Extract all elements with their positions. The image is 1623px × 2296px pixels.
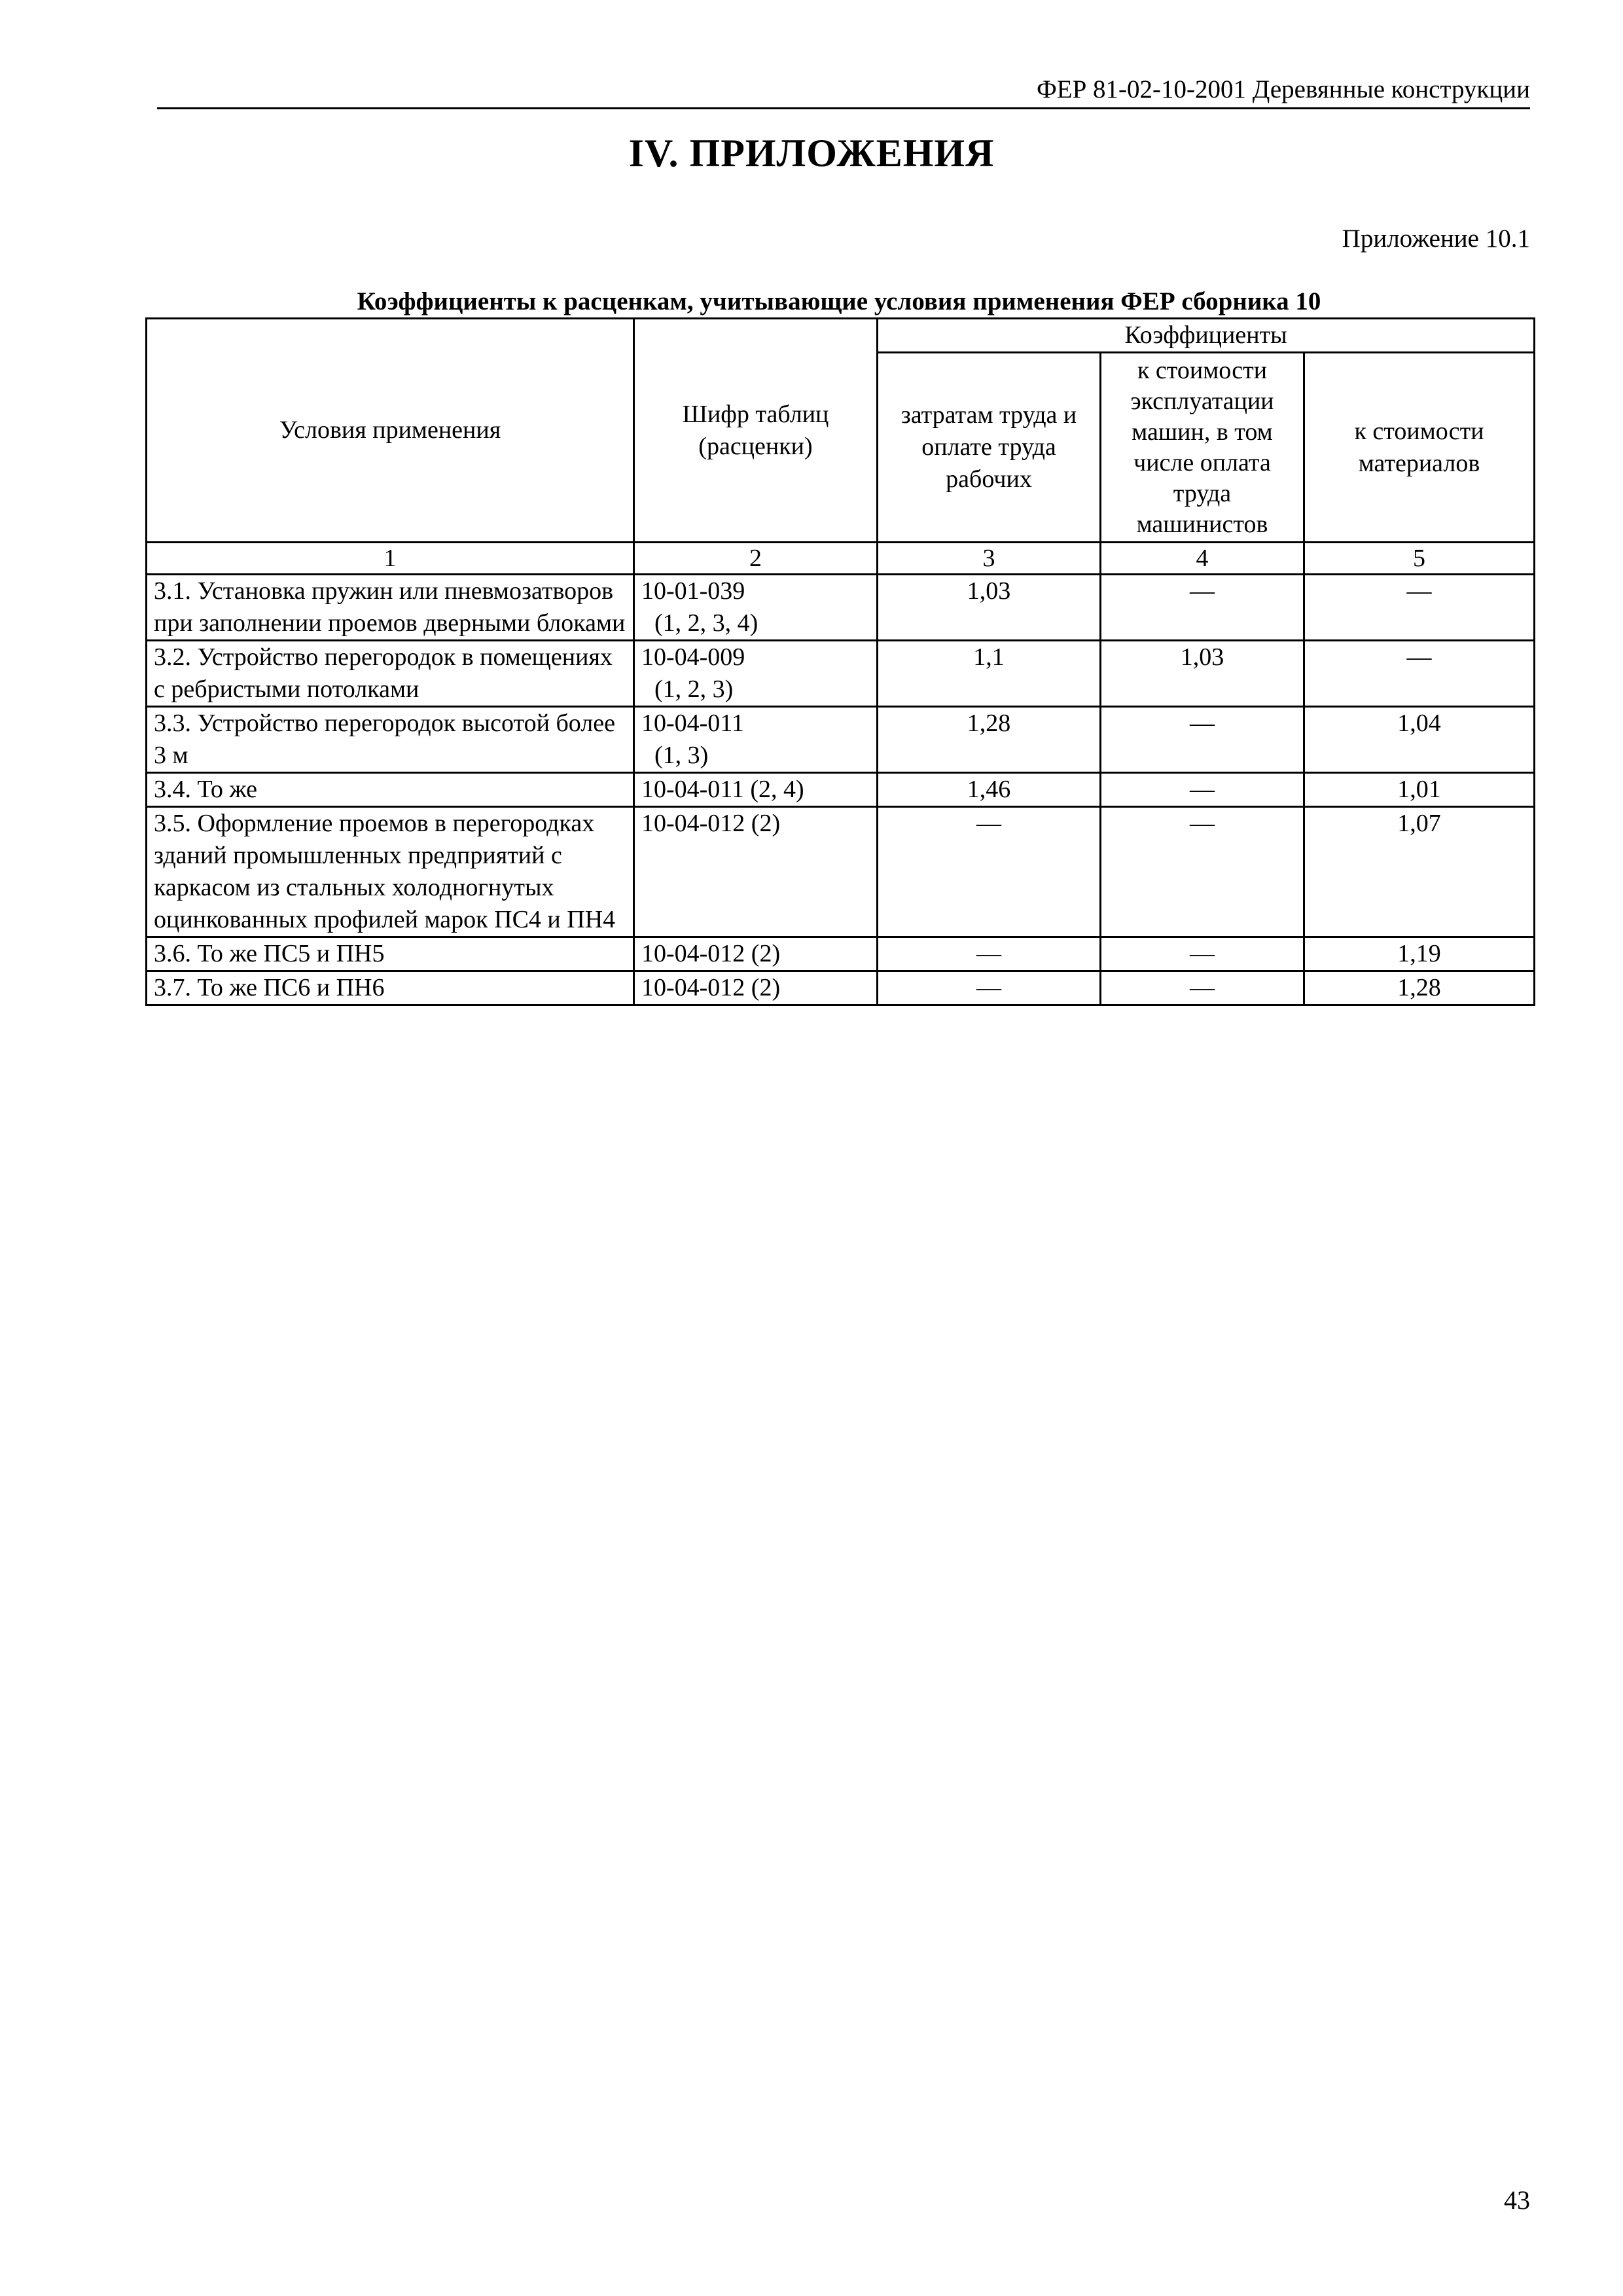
column-number: 3 xyxy=(878,543,1101,575)
condition-cell: 3.3. Устройство перегородок высотой более 3 м xyxy=(147,707,634,773)
coefficients-table xyxy=(145,317,1535,1006)
code-cell xyxy=(634,707,878,773)
code-text: 10-04-009 xyxy=(641,643,745,671)
labor-coefficient-cell: 1,1 xyxy=(878,641,1101,707)
condition-cell: 3.1. Установка пружин или пневмозатворов при заполнении проемов дверными блоками xyxy=(147,575,634,641)
page-number: 43 xyxy=(1504,2185,1530,2215)
labor-coefficient-cell: 1,28 xyxy=(878,707,1101,773)
code-subtext: (1, 2, 3, 4) xyxy=(654,609,758,637)
column-number: 2 xyxy=(634,543,878,575)
header-machines: к стоимости эксплуатации машин, в том числе оплата труда машинистов xyxy=(1101,353,1304,543)
code-text: 10-04-012 (2) xyxy=(641,810,781,837)
header-coefficients: Коэффициенты xyxy=(878,319,1535,353)
code-cell xyxy=(634,575,878,641)
labor-coefficient-cell: — xyxy=(878,971,1101,1005)
materials-coefficient-cell: — xyxy=(1304,575,1535,641)
code-subtext: (1, 2, 3) xyxy=(654,675,734,703)
table-caption: Коэффициенты к расценкам, учитывающие условия применения ФЕР сборника 10 xyxy=(357,287,1321,315)
table-row xyxy=(147,575,1535,641)
code-subtext: (1, 3) xyxy=(654,742,709,769)
code-cell xyxy=(634,773,878,807)
materials-coefficient-cell: 1,01 xyxy=(1304,773,1535,807)
page-title: IV. ПРИЛОЖЕНИЯ xyxy=(628,132,995,175)
code-cell xyxy=(634,807,878,937)
code-text: 10-04-012 (2) xyxy=(641,940,781,967)
column-numbers-row xyxy=(147,543,1535,575)
table-row xyxy=(147,773,1535,807)
labor-coefficient-cell: 1,03 xyxy=(878,575,1101,641)
header-labor: затратам труда и оплате труда рабочих xyxy=(878,353,1101,543)
code-cell xyxy=(634,971,878,1005)
code-text: 10-04-012 (2) xyxy=(641,974,781,1001)
machines-coefficient-cell: — xyxy=(1101,807,1304,937)
condition-cell: 3.4. То же xyxy=(147,773,634,807)
machines-coefficient-cell: — xyxy=(1101,773,1304,807)
condition-cell: 3.5. Оформление проемов в перегородках зданий промышленных предприятий с каркасом из стальных холодногнутых оцинкованных профилей марок ПС4 и ПН4 xyxy=(147,807,634,937)
column-number: 1 xyxy=(147,543,634,575)
code-cell xyxy=(634,937,878,971)
table-row xyxy=(147,937,1535,971)
code-text: 10-04-011 xyxy=(641,709,744,737)
column-number: 4 xyxy=(1101,543,1304,575)
labor-coefficient-cell: — xyxy=(878,937,1101,971)
materials-coefficient-cell: 1,28 xyxy=(1304,971,1535,1005)
table-row xyxy=(147,707,1535,773)
machines-coefficient-cell: 1,03 xyxy=(1101,641,1304,707)
code-text: 10-01-039 xyxy=(641,577,745,605)
machines-coefficient-cell: — xyxy=(1101,707,1304,773)
table-row xyxy=(147,971,1535,1005)
table-row xyxy=(147,807,1535,937)
table-row xyxy=(147,641,1535,707)
condition-cell: 3.2. Устройство перегородок в помещениях с ребристыми потолками xyxy=(147,641,634,707)
labor-coefficient-cell: — xyxy=(878,807,1101,937)
machines-coefficient-cell: — xyxy=(1101,937,1304,971)
machines-coefficient-cell: — xyxy=(1101,575,1304,641)
code-text: 10-04-011 (2, 4) xyxy=(641,776,804,803)
materials-coefficient-cell: — xyxy=(1304,641,1535,707)
code-cell xyxy=(634,641,878,707)
header-conditions: Условия применения xyxy=(147,319,634,543)
machines-coefficient-cell: — xyxy=(1101,971,1304,1005)
header-materials: к стоимости материалов xyxy=(1304,353,1535,543)
column-number: 5 xyxy=(1304,543,1535,575)
running-header: ФЕР 81-02-10-2001 Деревянные конструкции xyxy=(157,73,1530,109)
labor-coefficient-cell: 1,46 xyxy=(878,773,1101,807)
header-code: Шифр таблиц (расценки) xyxy=(634,319,878,543)
condition-cell: 3.6. То же ПС5 и ПН5 xyxy=(147,937,634,971)
materials-coefficient-cell: 1,04 xyxy=(1304,707,1535,773)
materials-coefficient-cell: 1,19 xyxy=(1304,937,1535,971)
materials-coefficient-cell: 1,07 xyxy=(1304,807,1535,937)
condition-cell: 3.7. То же ПС6 и ПН6 xyxy=(147,971,634,1005)
appendix-label: Приложение 10.1 xyxy=(1342,224,1530,253)
